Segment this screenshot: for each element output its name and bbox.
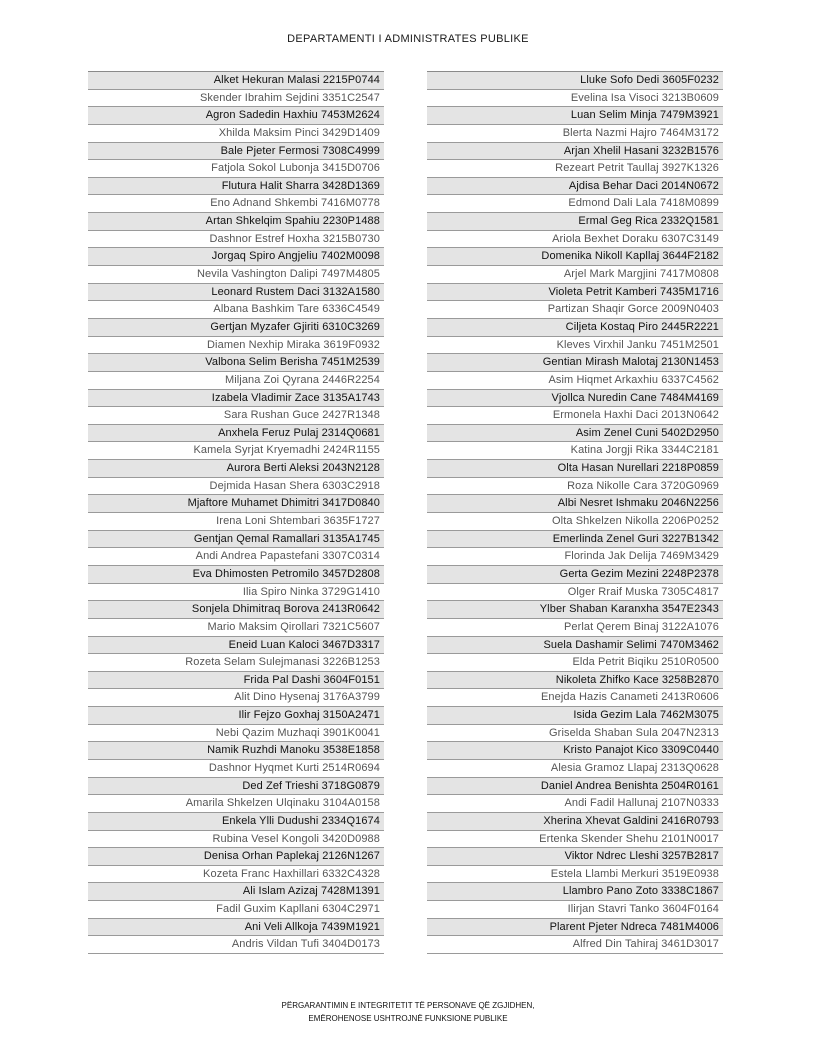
list-item: Sara Rushan Guce 2427R1348 — [88, 407, 384, 425]
list-item: Gerta Gezim Mezini 2248P2378 — [427, 566, 723, 584]
list-item: Enejda Hazis Canameti 2413R0606 — [427, 689, 723, 707]
list-item: Rozeta Selam Sulejmanasi 3226B1253 — [88, 654, 384, 672]
list-item: Estela Llambi Merkuri 3519E0938 — [427, 866, 723, 884]
left-name-list — [88, 71, 384, 954]
list-item: Eno Adnand Shkembi 7416M0778 — [88, 195, 384, 213]
list-item: Kristo Panajot Kico 3309C0440 — [427, 742, 723, 760]
list-item: Gentjan Qemal Ramallari 3135A1745 — [88, 531, 384, 549]
list-item: Ajdisa Behar Daci 2014N0672 — [427, 178, 723, 196]
list-item: Anxhela Feruz Pulaj 2314Q0681 — [88, 425, 384, 443]
list-item: Andi Andrea Papastefani 3307C0314 — [88, 548, 384, 566]
list-item: Ani Veli Allkoja 7439M1921 — [88, 919, 384, 937]
list-item: Irena Loni Shtembari 3635F1727 — [88, 513, 384, 531]
list-item: Bale Pjeter Fermosi 7308C4999 — [88, 143, 384, 161]
list-item: Aurora Berti Aleksi 2043N2128 — [88, 460, 384, 478]
list-item: Fadil Guxim Kapllani 6304C2971 — [88, 901, 384, 919]
list-item: Violeta Petrit Kamberi 7435M1716 — [427, 284, 723, 302]
list-item: Leonard Rustem Daci 3132A1580 — [88, 284, 384, 302]
list-item: Roza Nikolle Cara 3720G0969 — [427, 478, 723, 496]
list-item: Ylber Shaban Karanxha 3547E2343 — [427, 601, 723, 619]
list-item: Miljana Zoi Qyrana 2446R2254 — [88, 372, 384, 390]
list-item: Dejmida Hasan Shera 6303C2918 — [88, 478, 384, 496]
list-item: Alfred Din Tahiraj 3461D3017 — [427, 936, 723, 954]
list-item: Viktor Ndrec Lleshi 3257B2817 — [427, 848, 723, 866]
list-item: Rezeart Petrit Taullaj 3927K1326 — [427, 160, 723, 178]
list-item: Vjollca Nuredin Cane 7484M4169 — [427, 390, 723, 408]
page-title: DEPARTAMENTI I ADMINISTRATES PUBLIKE — [287, 33, 529, 45]
list-item: Perlat Qerem Binaj 3122A1076 — [427, 619, 723, 637]
list-item: Ded Zef Trieshi 3718G0879 — [88, 778, 384, 796]
list-item: Andi Fadil Hallunaj 2107N0333 — [427, 795, 723, 813]
list-item: Alesia Gramoz Llapaj 2313Q0628 — [427, 760, 723, 778]
list-item: Nebi Qazim Muzhaqi 3901K0041 — [88, 725, 384, 743]
list-item: Frida Pal Dashi 3604F0151 — [88, 672, 384, 690]
list-item: Asim Hiqmet Arkaxhiu 6337C4562 — [427, 372, 723, 390]
list-item: Fatjola Sokol Lubonja 3415D0706 — [88, 160, 384, 178]
list-item: Olta Shkelzen Nikolla 2206P0252 — [427, 513, 723, 531]
footer-line-1: PËRGARANTIMIN E INTEGRITETIT TË PERSONAVE QË ZGJIDHEN, — [281, 1001, 535, 1010]
list-item: Dashnor Estref Hoxha 3215B0730 — [88, 231, 384, 249]
list-item: Jorgaq Spiro Angjeliu 7402M0098 — [88, 248, 384, 266]
list-item: Lluke Sofo Dedi 3605F0232 — [427, 72, 723, 90]
list-item: Albi Nesret Ishmaku 2046N2256 — [427, 495, 723, 513]
list-item: Izabela Vladimir Zace 3135A1743 — [88, 390, 384, 408]
list-item: Domenika Nikoll Kapllaj 3644F2182 — [427, 248, 723, 266]
page-footer — [0, 999, 816, 1025]
list-item: Denisa Orhan Paplekaj 2126N1267 — [88, 848, 384, 866]
list-item: Evelina Isa Visoci 3213B0609 — [427, 90, 723, 108]
list-item: Gentian Mirash Malotaj 2130N1453 — [427, 354, 723, 372]
list-item: Ilir Fejzo Goxhaj 3150A2471 — [88, 707, 384, 725]
list-item: Valbona Selim Berisha 7451M2539 — [88, 354, 384, 372]
list-item: Arjel Mark Margjini 7417M0808 — [427, 266, 723, 284]
list-item: Sonjela Dhimitraq Borova 2413R0642 — [88, 601, 384, 619]
list-item: Katina Jorgji Rika 3344C2181 — [427, 442, 723, 460]
list-item: Alit Dino Hysenaj 3176A3799 — [88, 689, 384, 707]
list-item: Kozeta Franc Haxhillari 6332C4328 — [88, 866, 384, 884]
list-item: Ilirjan Stavri Tanko 3604F0164 — [427, 901, 723, 919]
list-item: Eva Dhimosten Petromilo 3457D2808 — [88, 566, 384, 584]
list-item: Ciljeta Kostaq Piro 2445R2221 — [427, 319, 723, 337]
list-item: Enkela Ylli Dudushi 2334Q1674 — [88, 813, 384, 831]
list-item: Alket Hekuran Malasi 2215P0744 — [88, 72, 384, 90]
list-item: Albana Bashkim Tare 6336C4549 — [88, 301, 384, 319]
list-item: Nevila Vashington Dalipi 7497M4805 — [88, 266, 384, 284]
list-item: Mjaftore Muhamet Dhimitri 3417D0840 — [88, 495, 384, 513]
list-item: Namik Ruzhdi Manoku 3538E1858 — [88, 742, 384, 760]
list-item: Griselda Shaban Sula 2047N2313 — [427, 725, 723, 743]
list-item: Blerta Nazmi Hajro 7464M3172 — [427, 125, 723, 143]
list-item: Olta Hasan Nurellari 2218P0859 — [427, 460, 723, 478]
list-item: Kleves Virxhil Janku 7451M2501 — [427, 337, 723, 355]
list-item: Xherina Xhevat Galdini 2416R0793 — [427, 813, 723, 831]
list-item: Isida Gezim Lala 7462M3075 — [427, 707, 723, 725]
list-item: Diamen Nexhip Miraka 3619F0932 — [88, 337, 384, 355]
list-item: Ertenka Skender Shehu 2101N0017 — [427, 831, 723, 849]
list-item: Ali Islam Azizaj 7428M1391 — [88, 883, 384, 901]
list-item: Ilia Spiro Ninka 3729G1410 — [88, 584, 384, 602]
list-item: Nikoleta Zhifko Kace 3258B2870 — [427, 672, 723, 690]
list-item: Xhilda Maksim Pinci 3429D1409 — [88, 125, 384, 143]
list-item: Luan Selim Minja 7479M3921 — [427, 107, 723, 125]
list-item: Florinda Jak Delija 7469M3429 — [427, 548, 723, 566]
list-item: Partizan Shaqir Gorce 2009N0403 — [427, 301, 723, 319]
list-item: Mario Maksim Qirollari 7321C5607 — [88, 619, 384, 637]
list-item: Eneid Luan Kaloci 3467D3317 — [88, 637, 384, 655]
list-item: Ermonela Haxhi Daci 2013N0642 — [427, 407, 723, 425]
list-item: Suela Dashamir Selimi 7470M3462 — [427, 637, 723, 655]
right-name-list — [427, 71, 723, 954]
list-item: Asim Zenel Cuni 5402D2950 — [427, 425, 723, 443]
list-item: Dashnor Hyqmet Kurti 2514R0694 — [88, 760, 384, 778]
list-item: Artan Shkelqim Spahiu 2230P1488 — [88, 213, 384, 231]
list-item: Andris Vildan Tufi 3404D0173 — [88, 936, 384, 954]
list-item: Rubina Vesel Kongoli 3420D0988 — [88, 831, 384, 849]
list-item: Arjan Xhelil Hasani 3232B1576 — [427, 143, 723, 161]
list-item: Emerlinda Zenel Guri 3227B1342 — [427, 531, 723, 549]
list-item: Ermal Geg Rica 2332Q1581 — [427, 213, 723, 231]
footer-line-2: EMËROHENOSE USHTROJNË FUNKSIONE PUBLIKE — [308, 1014, 508, 1023]
list-item: Gertjan Myzafer Gjiriti 6310C3269 — [88, 319, 384, 337]
list-item: Plarent Pjeter Ndreca 7481M4006 — [427, 919, 723, 937]
list-item: Kamela Syrjat Kryemadhi 2424R1155 — [88, 442, 384, 460]
list-item: Flutura Halit Sharra 3428D1369 — [88, 178, 384, 196]
list-item: Agron Sadedin Haxhiu 7453M2624 — [88, 107, 384, 125]
list-item: Skender Ibrahim Sejdini 3351C2547 — [88, 90, 384, 108]
list-item: Elda Petrit Biqiku 2510R0500 — [427, 654, 723, 672]
list-item: Daniel Andrea Benishta 2504R0161 — [427, 778, 723, 796]
list-item: Edmond Dali Lala 7418M0899 — [427, 195, 723, 213]
list-item: Amarila Shkelzen Ulqinaku 3104A0158 — [88, 795, 384, 813]
list-item: Ariola Bexhet Doraku 6307C3149 — [427, 231, 723, 249]
list-item: Llambro Pano Zoto 3338C1867 — [427, 883, 723, 901]
list-item: Olger Rraif Muska 7305C4817 — [427, 584, 723, 602]
